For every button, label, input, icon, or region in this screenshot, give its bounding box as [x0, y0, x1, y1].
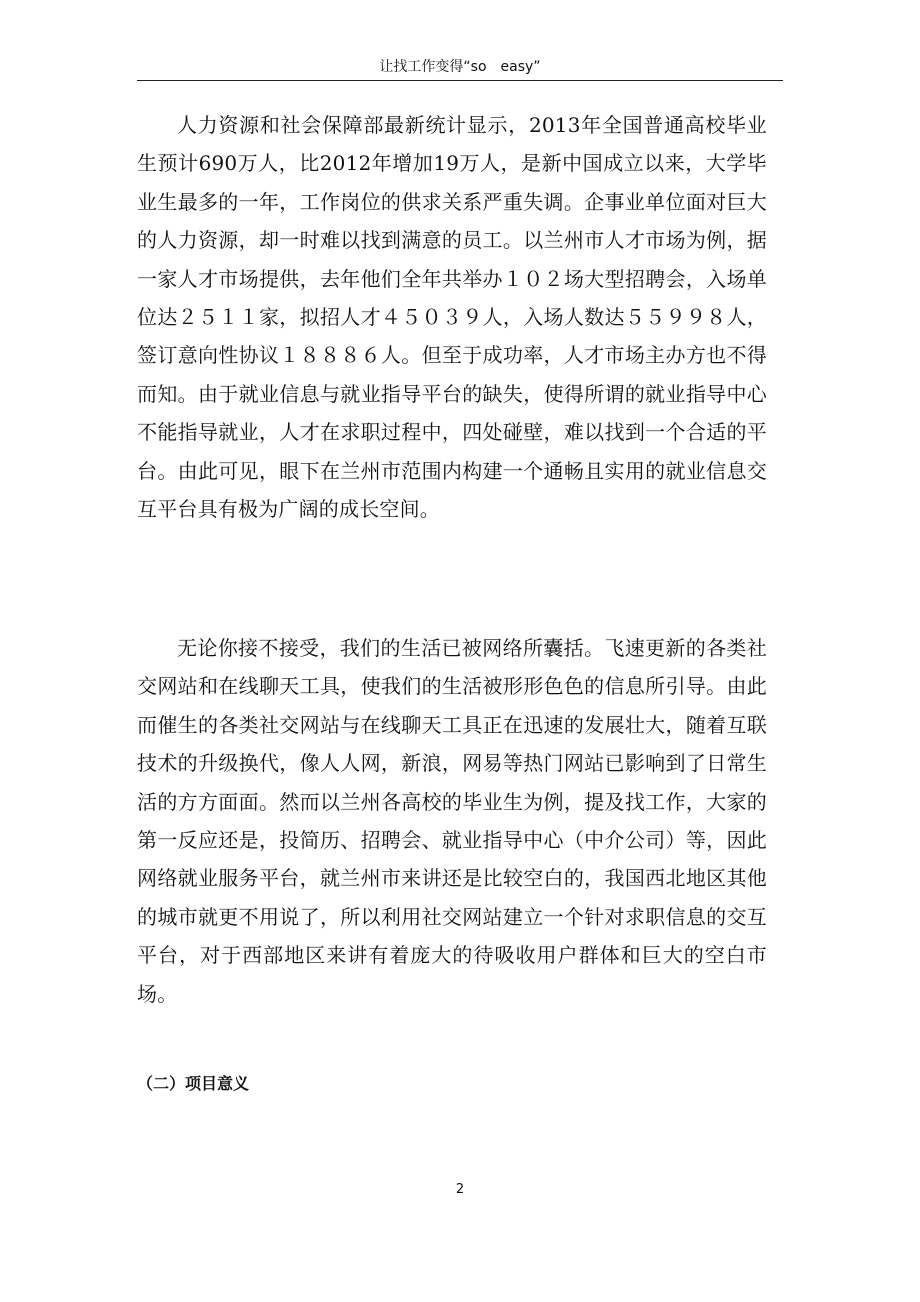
page-number: 2	[455, 1182, 465, 1197]
body-paragraph-2: 无论你接不接受，我们的生活已被网络所囊括。飞速更新的各类社交网站和在线聊天工具，使我们的生活被形形色色的信息所引导。由此而催生的各类社交网站与在线聊天工具正在迅速的发展壮大，随着互联技术的升级换代，像人人网，新浪，网易等热门网站已影响到了日常生活的方方面面。然而以兰州各高校的毕业生为例，提及找工作，大家的第一反应还是，投简历、招聘会、就业指导中心（中介公司）等，因此网络就业服务平台，就兰州市来讲还是比较空白的，我国西北地区其他的城市就更不用说了，所以利用社交网站建立一个针对求职信息的交互平台，对于西部地区来讲有着庞大的待吸收用户群体和巨大的空白市场。	[137, 636, 767, 1006]
page-header: 让找工作变得“so easy”	[379, 59, 541, 75]
header-divider	[137, 80, 783, 81]
section-heading: （二）项目意义	[137, 1074, 250, 1093]
body-paragraph-1: 人力资源和社会保障部最新统计显示，2013年全国普通高校毕业生预计690万人，比2012年增加19万人，是新中国成立以来，大学毕业生最多的一年，工作岗位的供求关系严重失调。企事业单位面对巨大的人力资源，却一时难以找到满意的员工。以兰州市人才市场为例，据一家人才市场提供，去年他们全年共举办１０２场大型招聘会，入场单位达２５１１家，拟招人才４５０３９人，入场人数达５５９９８人，签订意向性协议１８８８６人。但至于成功率，人才市场主办方也不得而知。由于就业信息与就业指导平台的缺失，使得所谓的就业指导中心不能指导就业，人才在求职过程中，四处碰壁，难以找到一个合适的平台。由此可见，眼下在兰州市范围内构建一个通畅且实用的就业信息交互平台具有极为广阔的成长空间。	[137, 113, 767, 522]
